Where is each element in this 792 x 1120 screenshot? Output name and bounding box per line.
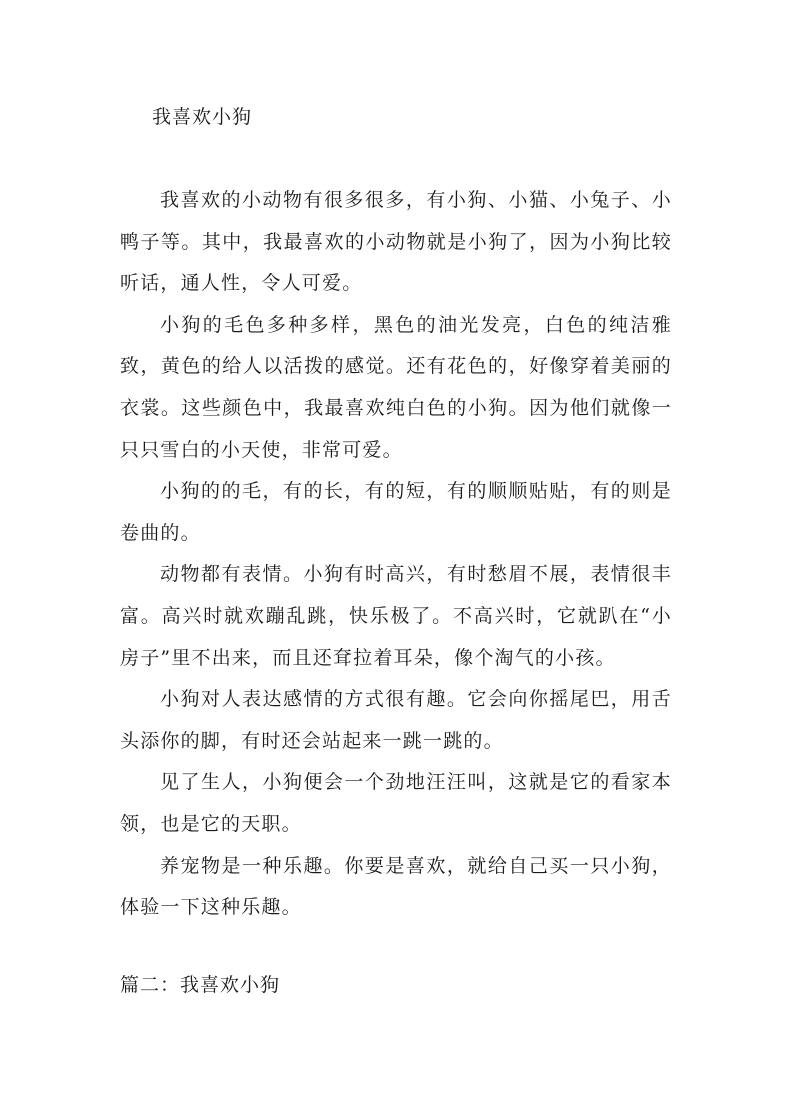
document-body — [120, 180, 672, 929]
section-two-heading: 篇二：我喜欢小狗 — [120, 974, 281, 996]
document-title: 我喜欢小狗 — [152, 106, 253, 128]
paragraph-3: 小狗的的毛，有的长，有的短，有的顺顺贴贴，有的则是卷曲的。 — [120, 480, 672, 544]
paragraph-4: 动物都有表情。小狗有时高兴，有时愁眉不展，表情很丰富。高兴时就欢蹦乱跳，快乐极了。不高兴时，它就趴在“小房子”里不出来，而且还耷拉着耳朵，像个淘气的小孩。 — [120, 563, 672, 669]
paragraph-7: 养宠物是一种乐趣。你要是喜欢，就给自己买一只小狗，体验一下这种乐趣。 — [120, 854, 672, 919]
paragraph-1: 我喜欢的小动物有很多很多，有小狗、小猫、小兔子、小鸭子等。其中，我最喜欢的小动物就是小狗了，因为小狗比较听话，通人性，令人可爱。 — [120, 189, 672, 295]
paragraph-6: 见了生人，小狗便会一个劲地汪汪叫，这就是它的看家本领，也是它的天职。 — [120, 771, 672, 835]
paragraph-5: 小狗对人表达感情的方式很有趣。它会向你摇尾巴，用舌头添你的脚，有时还会站起来一跳一跳的。 — [120, 688, 672, 752]
paragraph-2: 小狗的毛色多种多样，黑色的油光发亮，白色的纯洁雅致，黄色的给人以活拨的感觉。还有花色的，好像穿着美丽的衣裳。这些颜色中，我最喜欢纯白色的小狗。因为他们就像一只只雪白的小天使，非常可爱。 — [120, 313, 672, 461]
